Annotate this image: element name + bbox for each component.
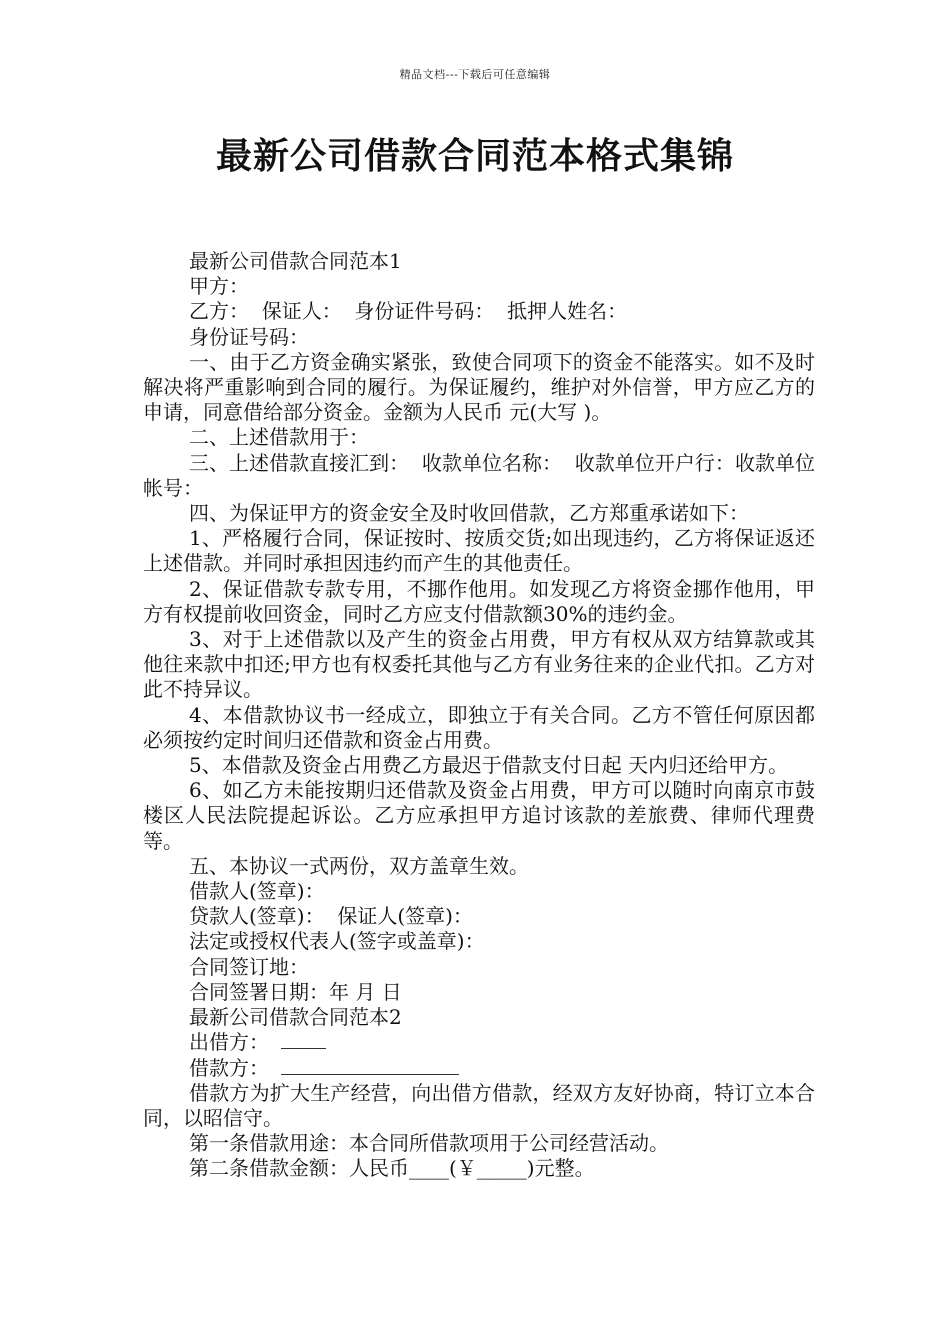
representative-signature-line: 法定或授权代表人(签字或盖章)：	[189, 929, 485, 954]
borrower-signature-line: 借款人(签章)：	[189, 879, 325, 904]
clause-4-item-2: 2、保证借款专款专用，不挪作他用。如发现乙方将资金挪作他用，甲方有权提前收回资金，同时乙方应支付借款额30%的违约金。	[143, 576, 815, 626]
section-heading-2: 最新公司借款合同范本2	[189, 1005, 402, 1030]
document-title: 最新公司借款合同范本格式集锦	[215, 136, 734, 177]
party-a-line: 甲方：	[189, 274, 249, 299]
preamble-paragraph: 借款方为扩大生产经营，向出借方借款，经双方友好协商，特订立本合同，以昭信守。	[143, 1080, 815, 1130]
lender-blank	[281, 1030, 326, 1049]
document-body	[143, 249, 815, 1182]
clause-4-item-4: 4、本借款协议书一经成立，即独立于有关合同。乙方不管任何原因都必须按约定时间归还借款和资金占用费。	[143, 702, 815, 752]
clause-3: 三、上述借款直接汇到： 收款单位名称： 收款单位开户行：收款单位帐号：	[143, 450, 815, 500]
clause-4-item-1: 1、严格履行合同，保证按时、按质交货;如出现违约，乙方将保证返还上述借款。并同时承担因违约而产生的其他责任。	[143, 526, 815, 576]
clause-4-item-3: 3、对于上述借款以及产生的资金占用费，甲方有权从双方结算款或其他往来款中扣还;甲方也有权委托其他与乙方有业务往来的企业代扣。乙方对此不持异议。	[143, 627, 815, 702]
signing-place-line: 合同签订地：	[189, 954, 309, 979]
page-header-note: 精品文档---下载后可任意编辑	[399, 68, 551, 81]
id-number-line: 身份证号码：	[189, 324, 309, 349]
borrower-line	[143, 1056, 815, 1081]
lender-signature-line: 贷款人(签章)： 保证人(签章)：	[189, 904, 473, 929]
clause-4: 四、为保证甲方的资金安全及时收回借款，乙方郑重承诺如下：	[189, 501, 749, 526]
clause-5: 五、本协议一式两份，双方盖章生效。	[189, 853, 529, 878]
borrower-blank	[281, 1056, 459, 1075]
lender-label: 出借方：	[189, 1030, 269, 1055]
article-1: 第一条借款用途：本合同所借款项用于公司经营活动。	[189, 1131, 669, 1156]
clause-4-item-5: 5、本借款及资金占用费乙方最迟于借款支付日起 天内归还给甲方。	[189, 753, 789, 778]
party-b-line: 乙方： 保证人： 身份证件号码： 抵押人姓名：	[189, 299, 628, 324]
borrower-label: 借款方：	[189, 1055, 269, 1080]
lender-line	[143, 1030, 815, 1055]
section-heading-1: 最新公司借款合同范本1	[189, 249, 402, 273]
article-2: 第二条借款金额：人民币____(￥_____)元整。	[189, 1156, 595, 1181]
clause-4-item-6: 6、如乙方未能按期归还借款及资金占用费，甲方可以随时向南京市鼓楼区人民法院提起诉讼。乙方应承担甲方追讨该款的差旅费、律师代理费等。	[143, 778, 815, 853]
clause-2: 二、上述借款用于：	[189, 425, 369, 450]
signing-date-line: 合同签署日期：年 月 日	[189, 979, 402, 1004]
clause-1: 一、由于乙方资金确实紧张，致使合同项下的资金不能落实。如不及时解决将严重影响到合同的履行。为保证履约，维护对外信誉，甲方应乙方的申请，同意借给部分资金。金额为人民币 元(大写 )。	[143, 349, 815, 425]
